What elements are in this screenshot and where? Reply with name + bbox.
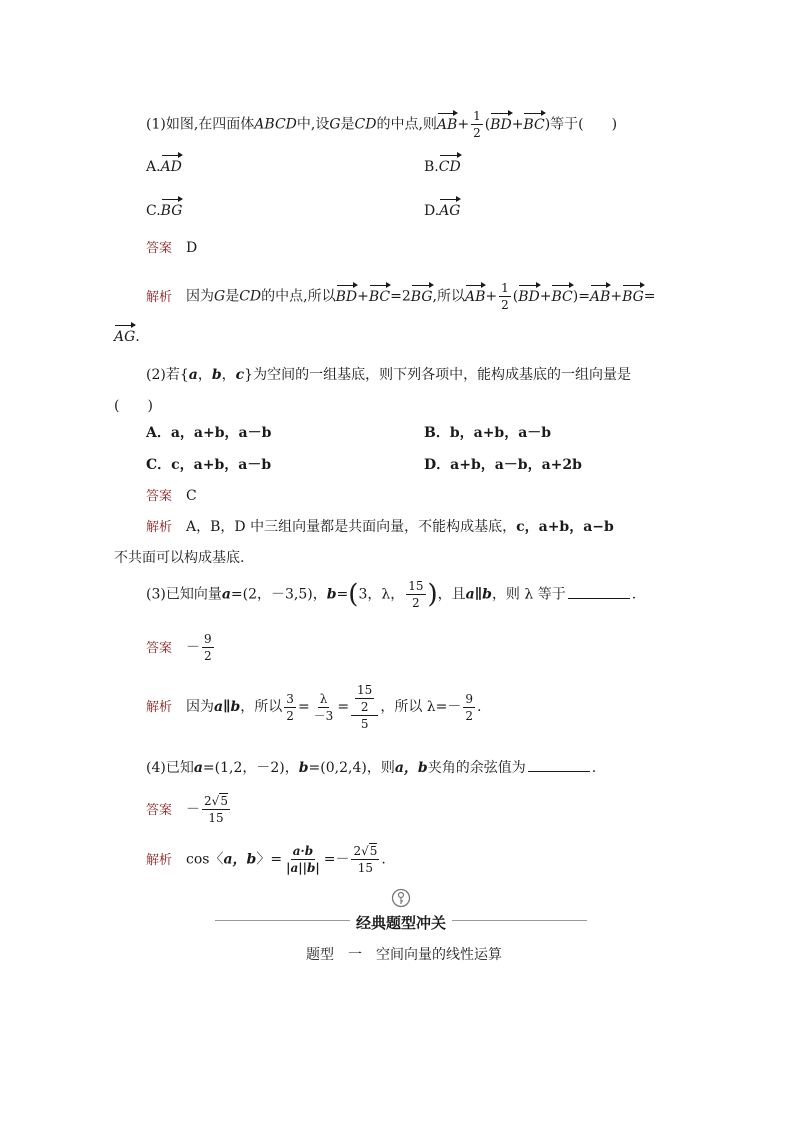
q2-stem-paren: ( ) xyxy=(114,398,153,414)
compound-fraction: $\frac{\frac{15}{2}}{5}$ xyxy=(351,684,378,730)
q3-stem: (3)已知向量a=(2，－3,5)，b=(3，λ， $\frac{15}{2}$ )，且a∥b，则 λ 等于 . xyxy=(146,579,637,610)
q3-explanation: 解析 因为a∥b，所以 $\frac{3}{2}$ = $\frac{\lambda}{-3}$ = $\frac{\frac{15}{2}}{5}$ ，所以 λ=－ $\frac{9}{2}$ . xyxy=(146,683,482,731)
q2-explanation: 解析 A，B，D 中三组向量都是共面向量，不能构成基底，c，a+b，a−b xyxy=(146,519,614,535)
banner-title: 经典题型冲关 xyxy=(215,912,587,933)
q1-explanation: 解析 因为G是CD的中点,所以BD+BC=2BG,所以AB+ $\frac{1}{2}$ (BD+BC)=AB+BG= xyxy=(146,281,656,312)
vector-ab: AB xyxy=(436,116,458,133)
q1-option-d: D.AG xyxy=(424,203,461,219)
answer-blank[interactable] xyxy=(528,771,590,772)
q1-answer: 答案 D xyxy=(146,240,198,256)
section-banner xyxy=(215,888,587,932)
q3-answer: 答案 － $\frac{9}{2}$ xyxy=(146,632,212,663)
q2-option-a: A．a，a+b，a－b xyxy=(146,425,272,441)
answer-blank[interactable] xyxy=(568,598,630,599)
q1-option-c: C.BG xyxy=(146,203,183,219)
q2-option-b: B．b，a+b，a－b xyxy=(424,425,552,441)
q1-option-a: A.AD xyxy=(146,159,182,175)
q1-stem: (1)如图,在四面体ABCD中,设G是CD的中点,则AB+ $\frac{1}{2}$ (BD+BC)等于( ) xyxy=(146,109,618,140)
q2-explanation-cont: 不共面可以构成基底. xyxy=(114,550,245,566)
fraction-half: $\frac{1}{2}$ xyxy=(473,109,481,140)
section-heading: 题型 一 空间向量的线性运算 xyxy=(306,947,502,963)
q4-answer: 答案 － $\frac{2√5}{15}$ xyxy=(146,794,228,825)
q4-explanation: 解析 cos〈a，b〉= $\frac{a\cdot b}{|a||b|}$ =－ $\frac{2√5}{15}$ . xyxy=(146,844,386,875)
key-emblem-icon xyxy=(391,888,411,908)
q4-stem: (4)已知a=(1,2，－2)，b=(0,2,4)，则a，b夹角的余弦值为 . xyxy=(146,760,597,776)
q1-explanation-cont: AG. xyxy=(114,329,140,345)
q2-stem: (2)若{a，b，c}为空间的一组基底，则下列各项中，能构成基底的一组向量是 xyxy=(146,367,632,383)
q2-option-c: C．c，a+b，a－b xyxy=(146,457,272,473)
q2-answer: 答案 C xyxy=(146,488,197,504)
q2-option-d: D．a+b，a－b，a+2b xyxy=(424,457,582,473)
q1-option-b: B.CD xyxy=(424,159,461,175)
